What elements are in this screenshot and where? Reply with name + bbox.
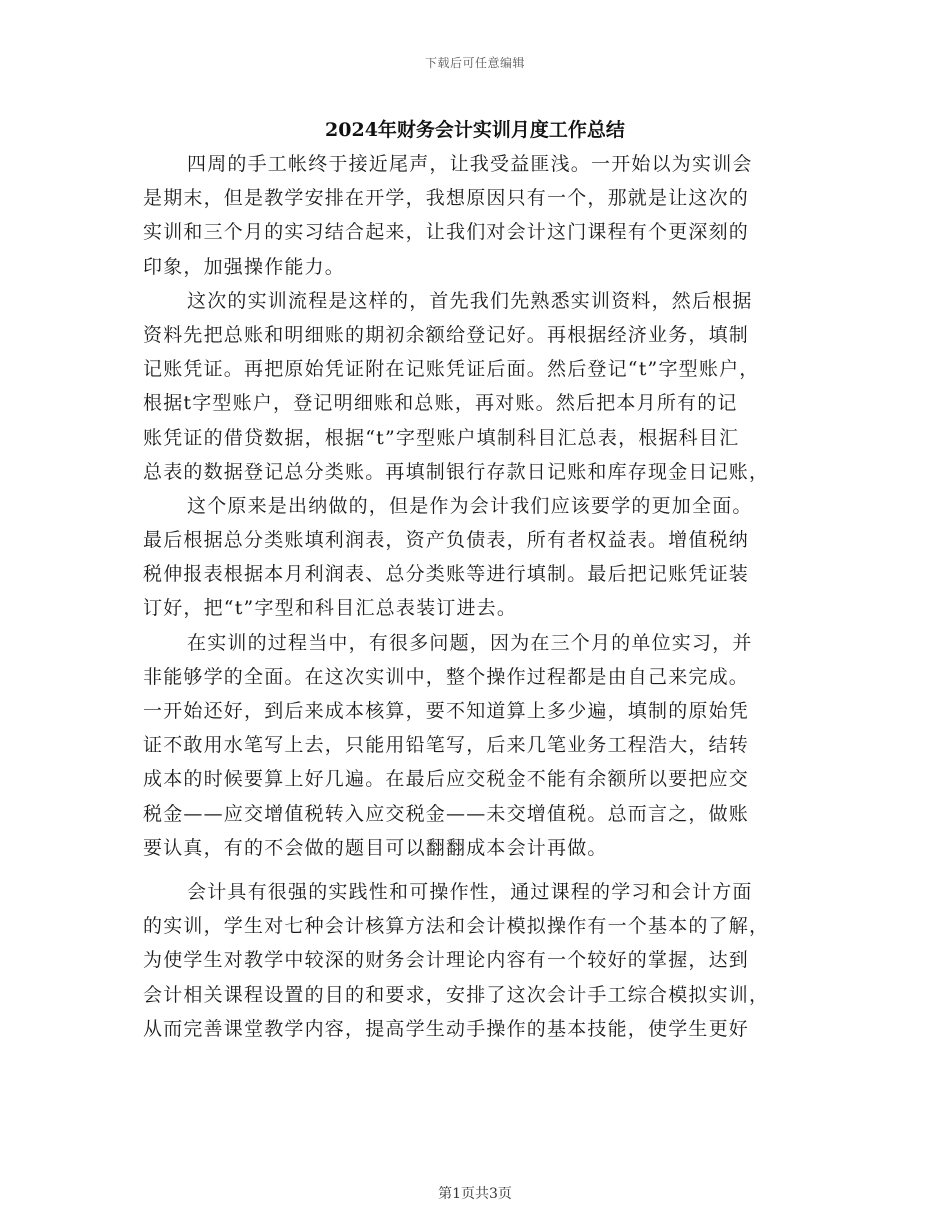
- document-title: 2024年财务会计实训月度工作总结: [325, 119, 625, 141]
- text-line: 是期末，但是教学安排在开学，我想原因只有一个，那就是让这次的: [143, 187, 750, 210]
- text-line: 记账凭证。再把原始凭证附在记账凭证后面。然后登记“t”字型账户，: [143, 358, 760, 381]
- paragraph-spacer: [143, 865, 803, 875]
- text-line: 一开始还好，到后来成本核算，要不知道算上多少遍，填制的原始凭: [143, 700, 750, 722]
- paragraph-3: [143, 489, 803, 626]
- text-line: 的实训，学生对七种会计核算方法和会计模拟操作有一个基本的了解，: [143, 915, 770, 938]
- text-line: 在实训的过程当中，有很多问题，因为在三个月的单位实习，并: [187, 631, 753, 654]
- text-line: 总表的数据登记总分类账。再填制银行存款日记账和库存现金日记账，: [143, 460, 770, 483]
- page-header-note: 下载后可任意编辑: [424, 56, 525, 70]
- text-line: 非能够学的全面。在这次实训中，整个操作过程都是由自己来完成。: [143, 665, 750, 688]
- text-line: 为使学生对教学中较深的财务会计理论内容有一个较好的掌握，达到: [143, 949, 750, 972]
- text-line: 这个原来是出纳做的，但是作为会计我们应该要学的更加全面。: [187, 494, 753, 517]
- text-line: 四周的手工帐终于接近尾声，让我受益匪浅。一开始以为实训会: [187, 153, 753, 175]
- text-line: 最后根据总分类账填利润表，资产负债表，所有者权益表。增值税纳: [143, 529, 750, 552]
- text-line: 成本的时候要算上好几遍。在最后应交税金不能有余额所以要把应交: [143, 768, 750, 791]
- paragraph-5: [143, 875, 803, 1046]
- text-line: 账凭证的借贷数据，根据“t”字型账户填制科目汇总表，根据科目汇: [143, 426, 740, 449]
- document-body: [143, 147, 803, 1046]
- text-line: 订好，把“t”字型和科目汇总表装订进去。: [143, 597, 518, 620]
- paragraph-2: [143, 284, 803, 489]
- page-number-footer: 第1页共3页: [438, 1186, 512, 1202]
- paragraph-1: [143, 147, 803, 284]
- text-line: 资料先把总账和明细账的期初余额给登记好。再根据经济业务，填制: [143, 323, 750, 346]
- text-line: 这次的实训流程是这样的，首先我们先熟悉实训资料，然后根据: [187, 289, 753, 312]
- text-line: 税金——应交增值税转入应交税金——未交增值税。总而言之，做账: [143, 802, 750, 825]
- paragraph-4: [143, 626, 803, 865]
- text-line: 会计具有很强的实践性和可操作性，通过课程的学习和会计方面: [187, 880, 753, 903]
- text-line: 会计相关课程设置的目的和要求，安排了这次会计手工综合模拟实训，: [143, 983, 770, 1006]
- text-line: 税伸报表根据本月利润表、总分类账等进行填制。最后把记账凭证装: [143, 563, 750, 586]
- text-line: 证不敢用水笔写上去，只能用铅笔写，后来几笔业务工程浩大，结转: [143, 734, 750, 757]
- text-line: 根据t字型账户，登记明细账和总账，再对账。然后把本月所有的记: [143, 392, 738, 415]
- text-line: 实训和三个月的实习结合起来，让我们对会计这门课程有个更深刻的: [143, 221, 750, 244]
- text-line: 从而完善课堂教学内容，提高学生动手操作的基本技能，使学生更好: [143, 1017, 750, 1040]
- text-line: 印象，加强操作能力。: [143, 255, 346, 278]
- text-line: 要认真，有的不会做的题目可以翻翻成本会计再做。: [143, 836, 608, 859]
